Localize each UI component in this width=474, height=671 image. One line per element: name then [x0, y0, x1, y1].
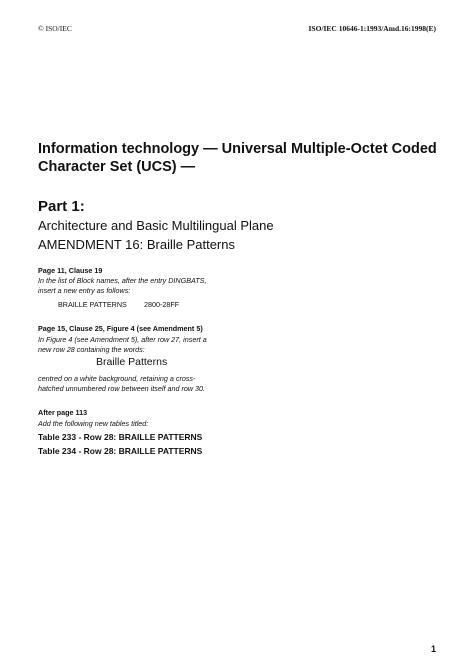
section-heading-clause-19: Page 11, Clause 19 [38, 266, 103, 275]
title-line-2: Character Set (UCS) — [38, 159, 196, 175]
instruction-line: new row 28 containing the words: [38, 345, 145, 354]
table-title-234: Table 234 - Row 28: BRAILLE PATTERNS [38, 446, 203, 456]
table-title-233: Table 233 - Row 28: BRAILLE PATTERNS [38, 432, 203, 442]
page-number: 1 [430, 644, 436, 654]
part-subtitle: Architecture and Basic Multilingual Plane [38, 218, 274, 233]
instruction-line: In the list of Block names, after the entry DINGBATS, [38, 276, 207, 285]
braille-patterns-words: Braille Patterns [96, 356, 168, 368]
title-line-1: Information technology — Universal Multiple-Octet Coded [38, 141, 437, 157]
part-label: Part 1: [38, 198, 85, 215]
note-line: centred on a white background, retaining a cross- [38, 374, 196, 383]
block-entry-name: BRAILLE PATTERNS [58, 300, 127, 309]
section-instruction [38, 335, 298, 355]
section-instruction: Add the following new tables titled: [38, 419, 149, 428]
section-note [38, 374, 298, 394]
header-document-id: ISO/IEC 10646-1:1993/Amd.16:1998(E) [308, 24, 436, 33]
amendment-title: AMENDMENT 16: Braille Patterns [38, 237, 235, 252]
block-entry-range: 2800-28FF [144, 300, 180, 309]
document-title [38, 140, 438, 176]
section-instruction [38, 276, 298, 296]
header-copyright: © ISO/IEC [38, 24, 72, 33]
section-heading-clause-25: Page 15, Clause 25, Figure 4 (see Amendment 5) [38, 324, 203, 333]
section-heading-page-113: After page 113 [38, 408, 88, 417]
note-line: hatched unnumbered row between itself and row 30. [38, 384, 206, 393]
instruction-line: insert a new entry as follows: [38, 286, 131, 295]
instruction-line: In Figure 4 (see Amendment 5), after row 27, insert a [38, 335, 207, 344]
